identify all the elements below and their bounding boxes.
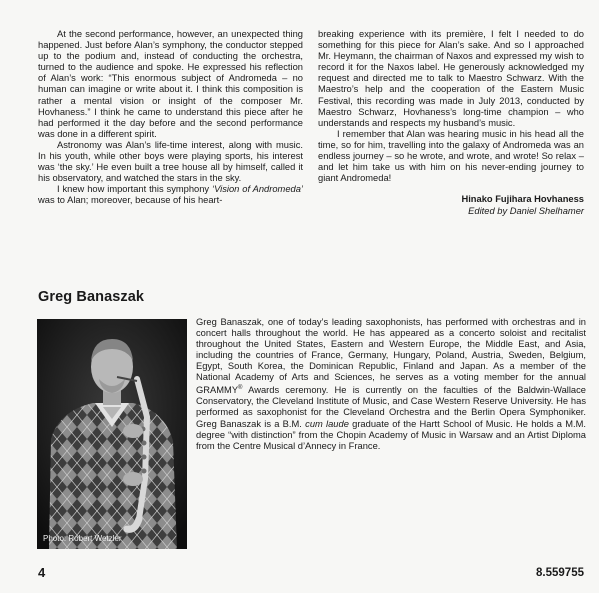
- bio-text: Awards ceremony. He is currently on the faculties of the Baldwin-Wallace Conservatory, the Cleveland Institute of Music, and Case Western Reserve University. He has performed as saxophonist for the Cleveland Orchestra and the Berlin Opera Symphoniker. Greg Banaszak is a B.M.: [196, 385, 586, 429]
- bio-text: Greg Banaszak, one of today’s leading saxophonists, has performed with orchestras and in concert halls throughout the world. He has appeared as a concerto soloist and recitalist throughout the United States, Eastern and Western Europe, the Middle East, and Asia, including the countries of France, Germany, Hungary, Poland, Austria, Sweden, Belgium, Egypt, South Korea, the Dominican Republic, Finland and Japan. As a member of the National Academy of Arts and Sciences, he serves as a voting member for the annual GRAMMY: [196, 317, 586, 396]
- page-number: 4: [38, 565, 46, 580]
- essay-signature: [318, 193, 584, 217]
- essay-left-column: [38, 29, 303, 207]
- essay-text: I knew how important this symphony: [57, 184, 213, 195]
- biography-text: [196, 317, 586, 452]
- essay-right-column: [318, 29, 584, 217]
- catalogue-number: 8.559755: [536, 567, 584, 579]
- bio-distinction: cum laude: [305, 418, 349, 429]
- saxophonist-portrait-image: [37, 319, 187, 549]
- essay-paragraph: Astronomy was Alan’s life-time interest, along with music. In his youth, while other boys were playing sports, his interest was ‘the sky.’ He even built a tree house all by himself, called it his observatory, and watched the stars in the sky.: [38, 139, 303, 184]
- bio-text: graduate of the Hartt School of Music. He holds a M.M. degree “with distinction” from the Chopin Academy of Music in Warsaw and an Artist Diploma from the Centre Musical d’Annecy in France.: [196, 418, 586, 451]
- essay-paragraph: I remember that Alan was hearing music in his head all the time, so for him, travelling into the galaxy of Andromeda was an endless journey – so he wrote, and wrote, and wrote! So relax – and let him take us with him on his never-ending journey to giant Andromeda!: [318, 128, 584, 184]
- essay-paragraph: [38, 184, 303, 206]
- essay-paragraph: At the second performance, however, an unexpected thing happened. Just before Alan’s symphony, the conductor stepped up to the podium and, instead of conducting the orchestra, turned to the audience and spoke. He expressed his reflection of Alan’s work: “This enormous subject of Andromeda – no human can imagine or write about it. I think this composition is rather a mental vision or insight of the composer Mr. Hovhaness.” I think he came to understand this piece after he had performed it the day before and the second performance was done in a different spirit.: [38, 29, 303, 139]
- essay-text: was to Alan; moreover, because of his heart-: [38, 195, 223, 206]
- registered-mark: ®: [238, 385, 243, 392]
- biography-title: Greg Banaszak: [38, 289, 145, 305]
- essay-paragraph: breaking experience with its première, I felt I needed to do something for this piece for Alan’s sake. And so I approached Mr. Heymann, the chairman of Naxos and expressed my wish to record it for the Naxos label. He generously acknowledged my request and directed me to talk to Maestro Schwarz. With the Maestro’s help and the cooperation of the Eastern Music Festival, this recording was made in July 2013, conducted by Maestro Schwarz, Hovhaness’s long-time champion – who understands and respects my husband’s music.: [318, 29, 584, 128]
- work-title: ‘Vision of Andromeda’: [212, 184, 303, 195]
- photo-credit: Photo: Robert Wetzler: [43, 534, 122, 543]
- artist-photo: [37, 319, 187, 549]
- signature-editor: Edited by Daniel Shelhamer: [468, 206, 584, 217]
- signature-name: Hinako Fujihara Hovhaness: [461, 194, 584, 205]
